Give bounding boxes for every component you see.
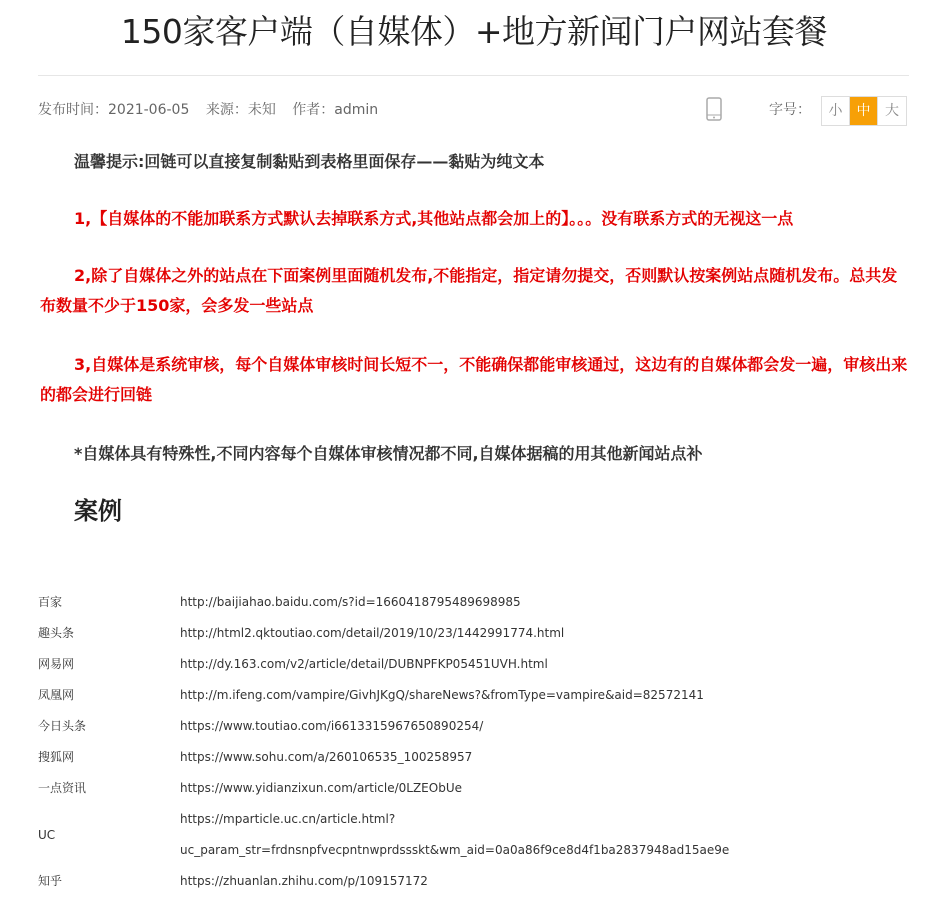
case-url: http://baijiahao.baidu.com/s?id=1660418795489698985 — [180, 595, 521, 609]
table-row — [38, 773, 908, 804]
case-url: http://m.ifeng.com/vampire/GivhJKgQ/shareNews?&fromType=vampire&aid=82572141 — [180, 688, 704, 702]
case-url: https://www.yidianzixun.com/article/0LZEObUe — [180, 781, 462, 795]
tip-paragraph: 温馨提示:回链可以直接复制黏贴到表格里面保存——黏贴为纯文本 — [74, 152, 545, 171]
font-size-large-button[interactable]: 大 — [878, 97, 906, 125]
case-url-line-1: https://mparticle.uc.cn/article.html? — [180, 812, 396, 826]
font-size-label: 字号： — [769, 102, 811, 118]
table-row — [38, 680, 908, 711]
case-site: 网易网 — [38, 657, 75, 671]
article-title: 150家客户端（自媒体）+地方新闻门户网站套餐 — [120, 12, 828, 51]
notice-paragraph-1: 1,【自媒体的不能加联系方式默认去掉联系方式,其他站点都会加上的】。。。没有联系方式的无视这一点 — [74, 209, 794, 228]
case-site: 百家 — [38, 595, 63, 609]
case-site: 知乎 — [38, 874, 63, 888]
case-heading: 案例 — [74, 497, 122, 525]
case-url: http://html2.qktoutiao.com/detail/2019/10/23/1442991774.html — [180, 626, 565, 640]
notice-paragraph-2: 2,除了自媒体之外的站点在下面案例里面随机发布,不能指定，指定请勿提交，否则默认按案例站点随机发布。总共发布数量不少于150家，会多发一些站点 — [40, 266, 898, 315]
article-meta — [38, 100, 378, 120]
table-row — [38, 618, 908, 649]
case-site: UC — [38, 827, 56, 842]
font-size-small-button[interactable]: 小 — [822, 97, 850, 125]
title-divider — [38, 75, 909, 76]
case-table — [38, 587, 908, 897]
font-size-medium-button[interactable]: 中 — [850, 97, 878, 125]
table-row — [38, 742, 908, 773]
article-source: 来源：未知 — [205, 102, 276, 118]
case-site: 今日头条 — [38, 719, 87, 733]
notice-paragraph-4: *自媒体具有特殊性,不同内容每个自媒体审核情况都不同,自媒体据稿的用其他新闻站点补 — [74, 444, 703, 463]
case-url: https://zhuanlan.zhihu.com/p/109157172 — [180, 874, 428, 888]
article-author: 作者：admin — [292, 102, 379, 118]
table-row — [38, 649, 908, 680]
case-site: 搜狐网 — [38, 750, 75, 764]
case-url — [180, 804, 908, 866]
case-url: https://www.toutiao.com/i6613315967650890254/ — [180, 719, 484, 733]
font-size-switcher — [821, 96, 907, 126]
mobile-phone-icon[interactable] — [706, 97, 722, 121]
case-url: https://www.sohu.com/a/260106535_100258957 — [180, 750, 473, 764]
notice-paragraph-3: 3,自媒体是系统审核，每个自媒体审核时间长短不一，不能确保都能审核通过，这边有的自媒体都会发一遍，审核出来的都会进行回链 — [40, 355, 908, 404]
table-row — [38, 587, 908, 618]
case-site: 凤凰网 — [38, 688, 75, 702]
case-url-line-2: uc_param_str=frdnsnpfvecpntnwprdssskt&wm_aid=0a0a86f9ce8d4f1ba2837948ad15ae9e — [180, 843, 730, 857]
table-row — [38, 711, 908, 742]
case-site: 趣头条 — [38, 626, 75, 640]
table-row — [38, 804, 908, 866]
case-url: http://dy.163.com/v2/article/detail/DUBNPFKP05451UVH.html — [180, 657, 548, 671]
publish-time: 发布时间：2021-06-05 — [38, 102, 190, 118]
case-site: 一点资讯 — [38, 781, 87, 795]
table-row — [38, 866, 908, 897]
